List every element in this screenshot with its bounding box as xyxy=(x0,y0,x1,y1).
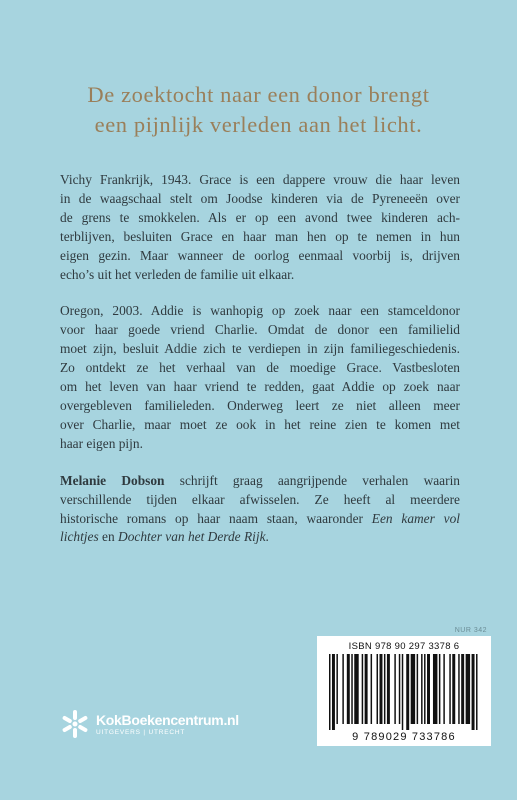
text-line xyxy=(60,528,460,547)
text-line: terblijven, besluiten Grace en haar man hen op te nemen in hun xyxy=(60,228,460,244)
back-cover-text xyxy=(60,171,460,565)
barcode-digits: 9 789029 733786 xyxy=(352,731,456,743)
publisher-name: KokBoekencentrum.nl xyxy=(96,712,239,728)
text-line: Vichy Frankrijk, 1943. Grace is een dappere vrouw die haar leven xyxy=(60,172,460,187)
barcode-bar xyxy=(443,654,444,724)
barcode-bar xyxy=(427,654,430,724)
tagline-line-1: De zoektocht naar een donor brengt xyxy=(87,82,430,107)
bio-text: en xyxy=(98,529,119,545)
barcode-bar xyxy=(362,654,363,724)
barcode-bar xyxy=(380,654,383,724)
barcode-bar xyxy=(406,654,409,730)
barcode-image xyxy=(329,654,479,730)
barcode-bar xyxy=(476,654,477,730)
barcode-bar xyxy=(424,654,425,724)
text-line: om het leven van haar vriend te redden, gaat Addie op zoek naar xyxy=(60,379,460,395)
barcode-bar xyxy=(402,654,403,730)
author-name: Melanie Dobson xyxy=(60,472,165,488)
text-line: voor haar goede vriend Charlie. Omdat de donor een familielid xyxy=(60,322,460,338)
barcode-bar xyxy=(417,654,418,724)
barcode-bar xyxy=(347,654,350,724)
text-line: over Charlie, maar moet ze ook in het reine zien te komen met xyxy=(60,416,460,432)
text-line: haar eigen pijn. xyxy=(60,435,143,451)
barcode-bar xyxy=(466,654,470,724)
book-title: Een kamer vol xyxy=(371,510,460,526)
tagline-line-2: een pijnlijk verleden aan het licht. xyxy=(94,112,423,137)
barcode-box xyxy=(317,636,491,746)
barcode-bar xyxy=(371,654,372,724)
barcode-bar xyxy=(433,654,437,724)
paragraph-2 xyxy=(60,302,460,453)
text-line xyxy=(60,472,460,491)
barcode-bar xyxy=(384,654,385,724)
barcode-bar xyxy=(365,654,368,724)
barcode-bar xyxy=(472,654,475,730)
text-line: in de waagschaal stelt om Joodse kinderen via de Pyreneeën over xyxy=(60,190,460,206)
text-line: verschillende tijden elkaar afwisselen. Ze heeft al meerdere xyxy=(60,491,460,507)
publisher-text xyxy=(96,712,239,736)
barcode-bar xyxy=(342,654,343,724)
star-burst-icon xyxy=(60,709,90,739)
barcode-bar xyxy=(439,654,440,724)
text-line: eigen gezin. Maar wanneer de oorlog eenmaal voorbij is, drijven xyxy=(60,247,460,263)
bio-text: historische romans op haar naam staan, waaronder xyxy=(60,510,372,526)
text-line: echo’s uit het verleden de familie uit elkaar. xyxy=(60,266,295,282)
barcode-bar xyxy=(411,654,415,724)
barcode-bar xyxy=(354,654,358,724)
bio-text: schrijft graag aangrijpende verhalen waarin xyxy=(164,472,460,488)
text-line: Oregon, 2003. Addie is wanhopig op zoek naar een stamceldonor xyxy=(60,303,460,319)
barcode-bar xyxy=(399,654,400,724)
paragraph-1 xyxy=(60,171,460,284)
book-title: Dochter van het Derde Rijk xyxy=(118,529,266,545)
book-title: lichtjes xyxy=(60,529,99,545)
text-line: overgebleven familieleden. Onderweg leert ze niet alleen meer xyxy=(60,397,460,413)
text-line: de grens te smokkelen. Als er op een avond twee kinderen ach- xyxy=(60,209,460,225)
publisher-subtitle: UITGEVERS | UTRECHT xyxy=(96,729,186,736)
barcode-bar xyxy=(387,654,390,724)
barcode-bar xyxy=(461,654,464,724)
barcode-bar xyxy=(329,654,330,730)
barcode-bar xyxy=(394,654,395,724)
bio-text: . xyxy=(265,529,269,545)
isbn-label: ISBN 978 90 297 3378 6 xyxy=(348,641,460,652)
author-bio xyxy=(60,472,460,548)
text-line: moet zijn, besluit Addie zich te verdiepen in zijn familiegeschiedenis. xyxy=(60,341,460,357)
text-line xyxy=(60,510,460,529)
text-line: Zo ontdekt ze het verhaal van de moedige Grace. Vastbesloten xyxy=(60,360,460,376)
nur-code: NUR 342 xyxy=(454,627,487,634)
barcode-bar xyxy=(351,654,352,724)
barcode-bar xyxy=(421,654,422,724)
barcode-bar xyxy=(332,654,335,730)
barcode-bar xyxy=(449,654,450,724)
publisher-logo xyxy=(60,704,239,744)
barcode-bar xyxy=(452,654,455,724)
barcode-bar xyxy=(377,654,378,724)
barcode-bar xyxy=(458,654,459,724)
tagline xyxy=(30,80,487,140)
barcode-bar xyxy=(336,654,337,724)
